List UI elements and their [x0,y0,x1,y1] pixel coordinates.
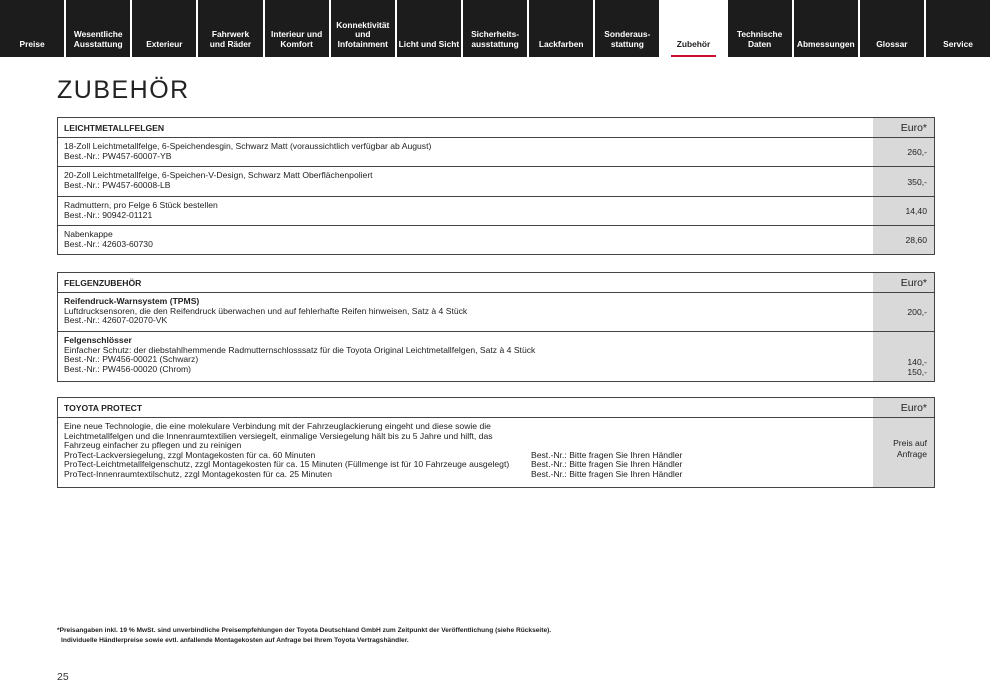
price-cell [873,226,934,254]
page-title: ZUBEHÖR [57,76,190,104]
tab-zubehoer[interactable] [661,0,725,57]
page-number: 25 [57,671,69,683]
tab-technische-daten[interactable] [728,0,792,57]
tab-sonderausstattung[interactable] [595,0,659,57]
price-header: Euro* [873,273,934,292]
section-title: TOYOTA PROTECT [64,403,143,413]
tab-label: Komfort [280,38,313,49]
tab-abmessungen[interactable] [794,0,858,57]
tab-label: Licht und Sicht [398,38,460,49]
section-toyota-protect [57,397,935,488]
price-value: Preis auf [893,438,927,448]
price-value: 200,- [907,307,927,317]
product-description: Luftdrucksensoren, die den Reifendruck überwachen und auf fehlerhafte Reifen hinweisen, Satz à 4 Stück [64,305,468,316]
tab-label: Infotainment [337,38,388,49]
row-description [58,418,873,487]
tab-label: und Räder [209,38,252,49]
tab-label: Lackfarben [538,38,584,49]
tab-service[interactable] [926,0,990,57]
tab-label: Glossar [876,38,908,49]
price-value: 350,- [907,176,927,187]
order-number: Best.-Nr.: Bitte fragen Sie Ihren Händler [531,449,683,460]
row-description [58,332,873,381]
tab-label-line1: Sicherheits- [471,29,520,39]
price-value: Anfrage [896,449,927,459]
tab-label-line0: Konnektivität [336,19,390,30]
tab-lackfarben[interactable] [529,0,593,57]
product-description: Eine neue Technologie, die eine molekulare Verbindung mit der Fahrzeuglackierung eingeht und diese sowie die Leichtmetallfelgen und die Innenraumtextilien versiegelt, einmalige Versiegelung hält bis zu 5 Jahre und hilft, das Fahrzeug einfacher zu pflegen und zu reinigen [64,421,493,451]
product-description: Einfacher Schutz: der diebstahlhemmende Radmutternschlosssatz für die Toyota Original Leichtmetallfelgen, Satz à 4 Stück [64,344,536,355]
tab-label: Abmessungen [796,38,855,49]
table-row [58,226,934,254]
order-number: Best.-Nr.: 42603-60730 [64,238,153,249]
top-navigation [0,0,990,57]
price-cell [873,332,934,381]
product-name: Nabenkappe [64,229,113,239]
table-row [58,332,934,381]
price-header: Euro* [873,118,934,137]
table-row [58,167,934,197]
price-value: 260,- [907,147,927,157]
tab-exterieur[interactable] [132,0,196,57]
tab-label: Daten [747,38,772,49]
tab-label: Service [943,38,973,49]
order-number: Best.-Nr.: 42607-02070-VK [64,315,168,326]
price-value: 140,- [907,357,927,367]
product-name: Reifendruck-Warnsystem (TPMS) [64,296,200,306]
tab-label-line1: Wesentliche [73,29,123,39]
tab-licht-und-sicht[interactable] [397,0,461,57]
tab-label: ausstattung [471,38,519,49]
section-title: LEICHTMETALLFELGEN [64,123,165,133]
tab-label-line1: Fahrwerk [211,29,250,39]
product-name: ProTect-Innenraumtextilschutz, zzgl Montagekosten für ca. 25 Minuten [64,468,332,479]
table-row [58,293,934,332]
tab-preise[interactable] [0,0,64,57]
order-number: Best.-Nr.: PW457-60007-YB [64,150,172,161]
order-number: Best.-Nr.: 90942-01121 [64,209,153,220]
price-value: 150,- [907,367,927,377]
row-description [58,293,873,331]
tab-label: Preise [19,38,45,49]
section-felgenzubehoer [57,272,935,382]
table-row [58,138,934,167]
tab-label-line1: und [355,29,371,39]
footnote-line: *Preisangaben inkl. 19 % MwSt. sind unverbindliche Preisempfehlungen der Toyota Deutschland GmbH zum Zeitpunkt der Veröffentlichung (siehe Rückseite). [57,627,552,634]
footnote [57,626,551,645]
tab-sicherheitsausstattung[interactable] [463,0,527,57]
section-title: FELGENZUBEHÖR [64,278,142,288]
price-cell [873,138,934,166]
row-description [58,138,873,166]
product-name: Radmuttern, pro Felge 6 Stück bestellen [64,200,218,210]
tab-konnektivitaet[interactable] [331,0,395,57]
row-description [58,167,873,196]
price-header: Euro* [873,398,934,417]
product-name: Felgenschlösser [64,335,132,345]
list-item [64,470,867,480]
tab-label: stattung [610,38,644,49]
row-description [58,197,873,225]
tab-glossar[interactable] [860,0,924,57]
table-row [58,197,934,226]
section-header [58,398,934,418]
price-cell [873,167,934,196]
footnote-line: Individuelle Händlerpreise sowie evtl. anfallende Montagekosten auf Anfrage bei Ihrem Toyota Vertragshändler. [61,636,409,644]
table-row [58,418,934,487]
order-number: Best.-Nr.: Bitte fragen Sie Ihren Händler [531,459,683,470]
price-cell [873,293,934,331]
tab-label: Ausstattung [73,38,123,49]
tab-interieur[interactable] [265,0,329,57]
price-value: 28,60 [905,235,927,245]
section-header [58,273,934,293]
order-number: Best.-Nr.: Bitte fragen Sie Ihren Händler [531,468,683,479]
price-cell [873,418,934,487]
price-cell [873,197,934,225]
tab-wesentliche-ausstattung[interactable] [66,0,130,57]
section-leichtmetallfelgen [57,117,935,255]
product-name: 18-Zoll Leichtmetallfelge, 6-Speichendesgin, Schwarz Matt (voraussichtlich verfügbar ab August) [64,141,432,151]
row-description [58,226,873,254]
section-header [58,118,934,138]
order-number: Best.-Nr.: PW456-00021 (Schwarz) [64,354,199,365]
product-name: 20-Zoll Leichtmetallfelge, 6-Speichen-V-Design, Schwarz Matt Oberflächenpoliert [64,170,373,180]
tab-label: Exterieur [146,38,183,49]
price-value: 14,40 [905,206,927,216]
product-name: ProTect-Leichtmetallfelgenschutz, zzgl Montagekosten für ca. 15 Minuten (Füllmenge ist für 10 Fahrzeuge ausgelegt) [64,459,510,470]
tab-fahrwerk[interactable] [198,0,262,57]
product-name: ProTect-Lackversiegelung, zzgl Montagekosten für ca. 60 Minuten [64,449,316,460]
tab-label-line1: Sonderaus- [604,29,651,39]
order-number: Best.-Nr.: PW457-60008-LB [64,179,171,190]
tab-label-line1: Interieur und [271,29,323,39]
tab-label: Zubehör [676,38,711,49]
order-number: Best.-Nr.: PW456-00020 (Chrom) [64,363,192,374]
tab-label-line1: Technische [736,29,783,39]
